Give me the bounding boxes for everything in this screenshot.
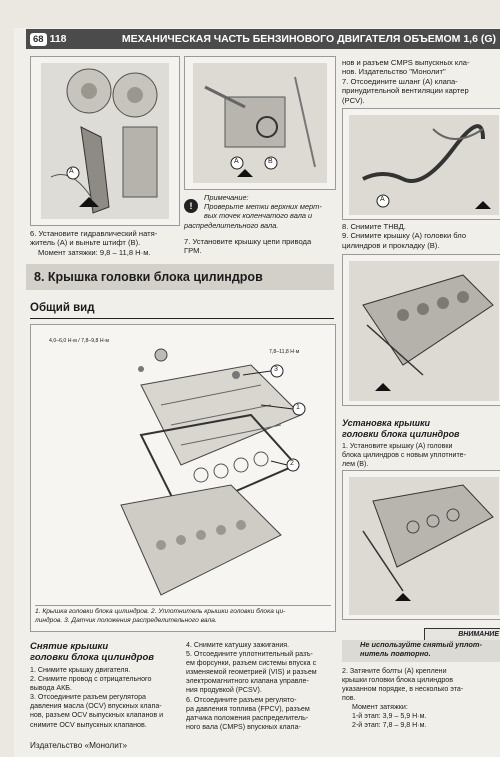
install-title2: головки блока цилиндров: [342, 429, 460, 439]
install-step1: [342, 442, 500, 469]
right-top-text: [342, 58, 500, 105]
figure-caption-line2: линдров. 3. Датчик положения распределительного вала.: [35, 616, 217, 624]
removal-step5a: 5. Отсоедините уплотнительный разъ-: [186, 650, 313, 659]
install-title1: Установка крышки: [342, 418, 431, 428]
step-7-left-line2: ГРМ.: [184, 246, 202, 256]
install-step1b: блока цилиндров с новым уплотните-: [342, 451, 466, 459]
figure-head-cover: [342, 254, 500, 406]
removal-title1: Снятие крышки: [30, 641, 109, 652]
install-torque-title: Момент затяжки:: [352, 703, 408, 711]
label-b: B: [268, 158, 273, 165]
right-top-line2: нов. Издательство "Монолит": [342, 67, 446, 77]
warning-title: ВНИМАНИЕ: [424, 628, 500, 641]
removal-step5b: ем форсунки, разъем системы впуска с: [186, 659, 317, 668]
figure-pcv-hose: [342, 108, 500, 220]
removal-title2: головки блока цилиндров: [30, 652, 155, 663]
general-view-rule: [30, 318, 334, 319]
step-6-text: [30, 229, 157, 257]
removal-step3b: давления масла (OCV) впускных клапа-: [30, 702, 162, 711]
figure-chain-cover: [184, 56, 336, 190]
removal-steps-left: [30, 666, 180, 730]
removal-step4: 4. Снимите катушку зажигания.: [186, 641, 290, 649]
footer-publisher: Издательство «Монолит»: [30, 741, 128, 750]
callout-2: 2: [290, 460, 294, 467]
figure-caption: [35, 605, 331, 625]
removal-step3d: снимите OCV выпускных клапанов.: [30, 720, 147, 729]
general-view-title: Общий вид: [30, 302, 95, 314]
step-6-line1: 6. Установите гидравлический натя-: [30, 229, 158, 238]
label-a-3: A: [380, 196, 385, 203]
removal-step2b: вывода АКБ.: [30, 684, 72, 693]
install-step1a: 1. Установите крышку (А) головки: [342, 442, 453, 450]
install-step2a: 2. Затяните болты (А) креплени: [342, 667, 447, 675]
figure-install-cover: [342, 470, 500, 620]
step-6-torque: Момент затяжки: 9,8 – 11,8 Н·м.: [38, 247, 151, 257]
right-top-line3: 7. Отсоедините шланг (А) клапа-: [342, 76, 458, 86]
install-stage2: 2-й этап: 7,8 – 9,8 Н·м.: [352, 721, 427, 729]
callout-1: 1: [296, 404, 300, 411]
removal-heading: [30, 641, 154, 663]
info-icon: !: [184, 199, 198, 213]
removal-step6b: ра давления топлива (FPCV), разъем: [186, 704, 310, 713]
figure-exploded-view: [30, 324, 336, 632]
label-a-2: A: [234, 158, 239, 165]
install-step2c: указанном порядке, в несколько эта-: [342, 685, 464, 693]
section-title: 8. Крышка головки блока цилиндров: [34, 270, 263, 284]
label-a: A: [69, 168, 74, 175]
removal-step5c: изменяемой геометрией (VIS) и разъем: [186, 668, 317, 677]
callout-3: 3: [274, 366, 278, 373]
install-stage1: 1-й этап: 3,9 – 5,9 Н·м.: [352, 712, 427, 720]
step-9-right-line1: 9. Снимите крышку (А) головки бло: [342, 231, 467, 241]
removal-step1: 1. Снимите крышку двигателя.: [30, 666, 131, 674]
page-number-block: [30, 29, 67, 49]
note-line3: распределительного вала.: [184, 220, 279, 230]
step-8-right: 8. Снимите ТНВД.: [342, 222, 406, 231]
note-block: [184, 193, 334, 230]
step-6-line2: житель (А) и выньте штифт (В).: [30, 238, 141, 248]
removal-step3c: нов, разъем OCV выпускных клапанов и: [30, 711, 164, 720]
right-top-line1: нов и разъем CMPS выпускных кла-: [342, 58, 470, 67]
page-prefix: 68: [30, 33, 47, 46]
install-step2: [342, 667, 500, 730]
step-9-right-line2: цилиндров и прокладку (В).: [342, 240, 440, 250]
torque-label-left: 4,0–6,0 Н·м / 7,8–9,8 Н·м: [49, 338, 109, 344]
removal-step6a: 6. Отсоедините разъем регулято-: [186, 695, 297, 704]
install-step2b: крышки головки блока цилиндров: [342, 676, 453, 684]
figure-caption-line1: 1. Крышка головки блока цилиндров. 2. Уплотнитель крышки головки блока ци-: [35, 608, 286, 615]
install-step1c: лем (В).: [342, 460, 369, 468]
install-heading: [342, 418, 460, 440]
right-top-line4: принудительной вентиляции картер: [342, 86, 469, 96]
chapter-title: МЕХАНИЧЕСКАЯ ЧАСТЬ БЕНЗИНОВОГО ДВИГАТЕЛЯ ОБЪЕМОМ 1,6 (G): [121, 33, 496, 45]
removal-steps-right: [186, 641, 336, 732]
note-line2: вых точек коленчатого вала и: [204, 211, 313, 221]
removal-step3a: 3. Отсоедините разъем регулятора: [30, 693, 146, 702]
install-step2d: пов.: [342, 694, 356, 702]
step-7-left: [184, 237, 311, 256]
right-steps: [342, 222, 500, 250]
removal-step2a: 2. Снимите провод с отрицательного: [30, 675, 152, 684]
right-top-line5: (PCV).: [342, 95, 365, 105]
note-title: Примечание:: [204, 193, 249, 202]
note-line1: Проверьте метки верхних мерт-: [204, 202, 322, 212]
page-header: [26, 29, 500, 49]
warning-body: [342, 640, 500, 662]
section-heading: [26, 264, 334, 290]
warning-line2: нитель повторно.: [360, 649, 431, 658]
warning-line1: Не используйте снятый уплот-: [360, 640, 482, 649]
removal-step5e: ния продувкой (PCSV).: [186, 686, 262, 695]
torque-label-right: 7,8–11,8 Н·м: [269, 349, 300, 355]
step-7-left-line1: 7. Установите крышку цепи привода: [184, 237, 312, 246]
page-number: 118: [49, 33, 67, 45]
removal-step5d: электромагнитного клапана управле-: [186, 677, 309, 686]
removal-step6d: ного вала (CMPS) впускных клапа-: [186, 722, 301, 731]
figure-tensioner: [30, 56, 180, 226]
removal-step6c: датчика положения распределитель-: [186, 713, 309, 722]
